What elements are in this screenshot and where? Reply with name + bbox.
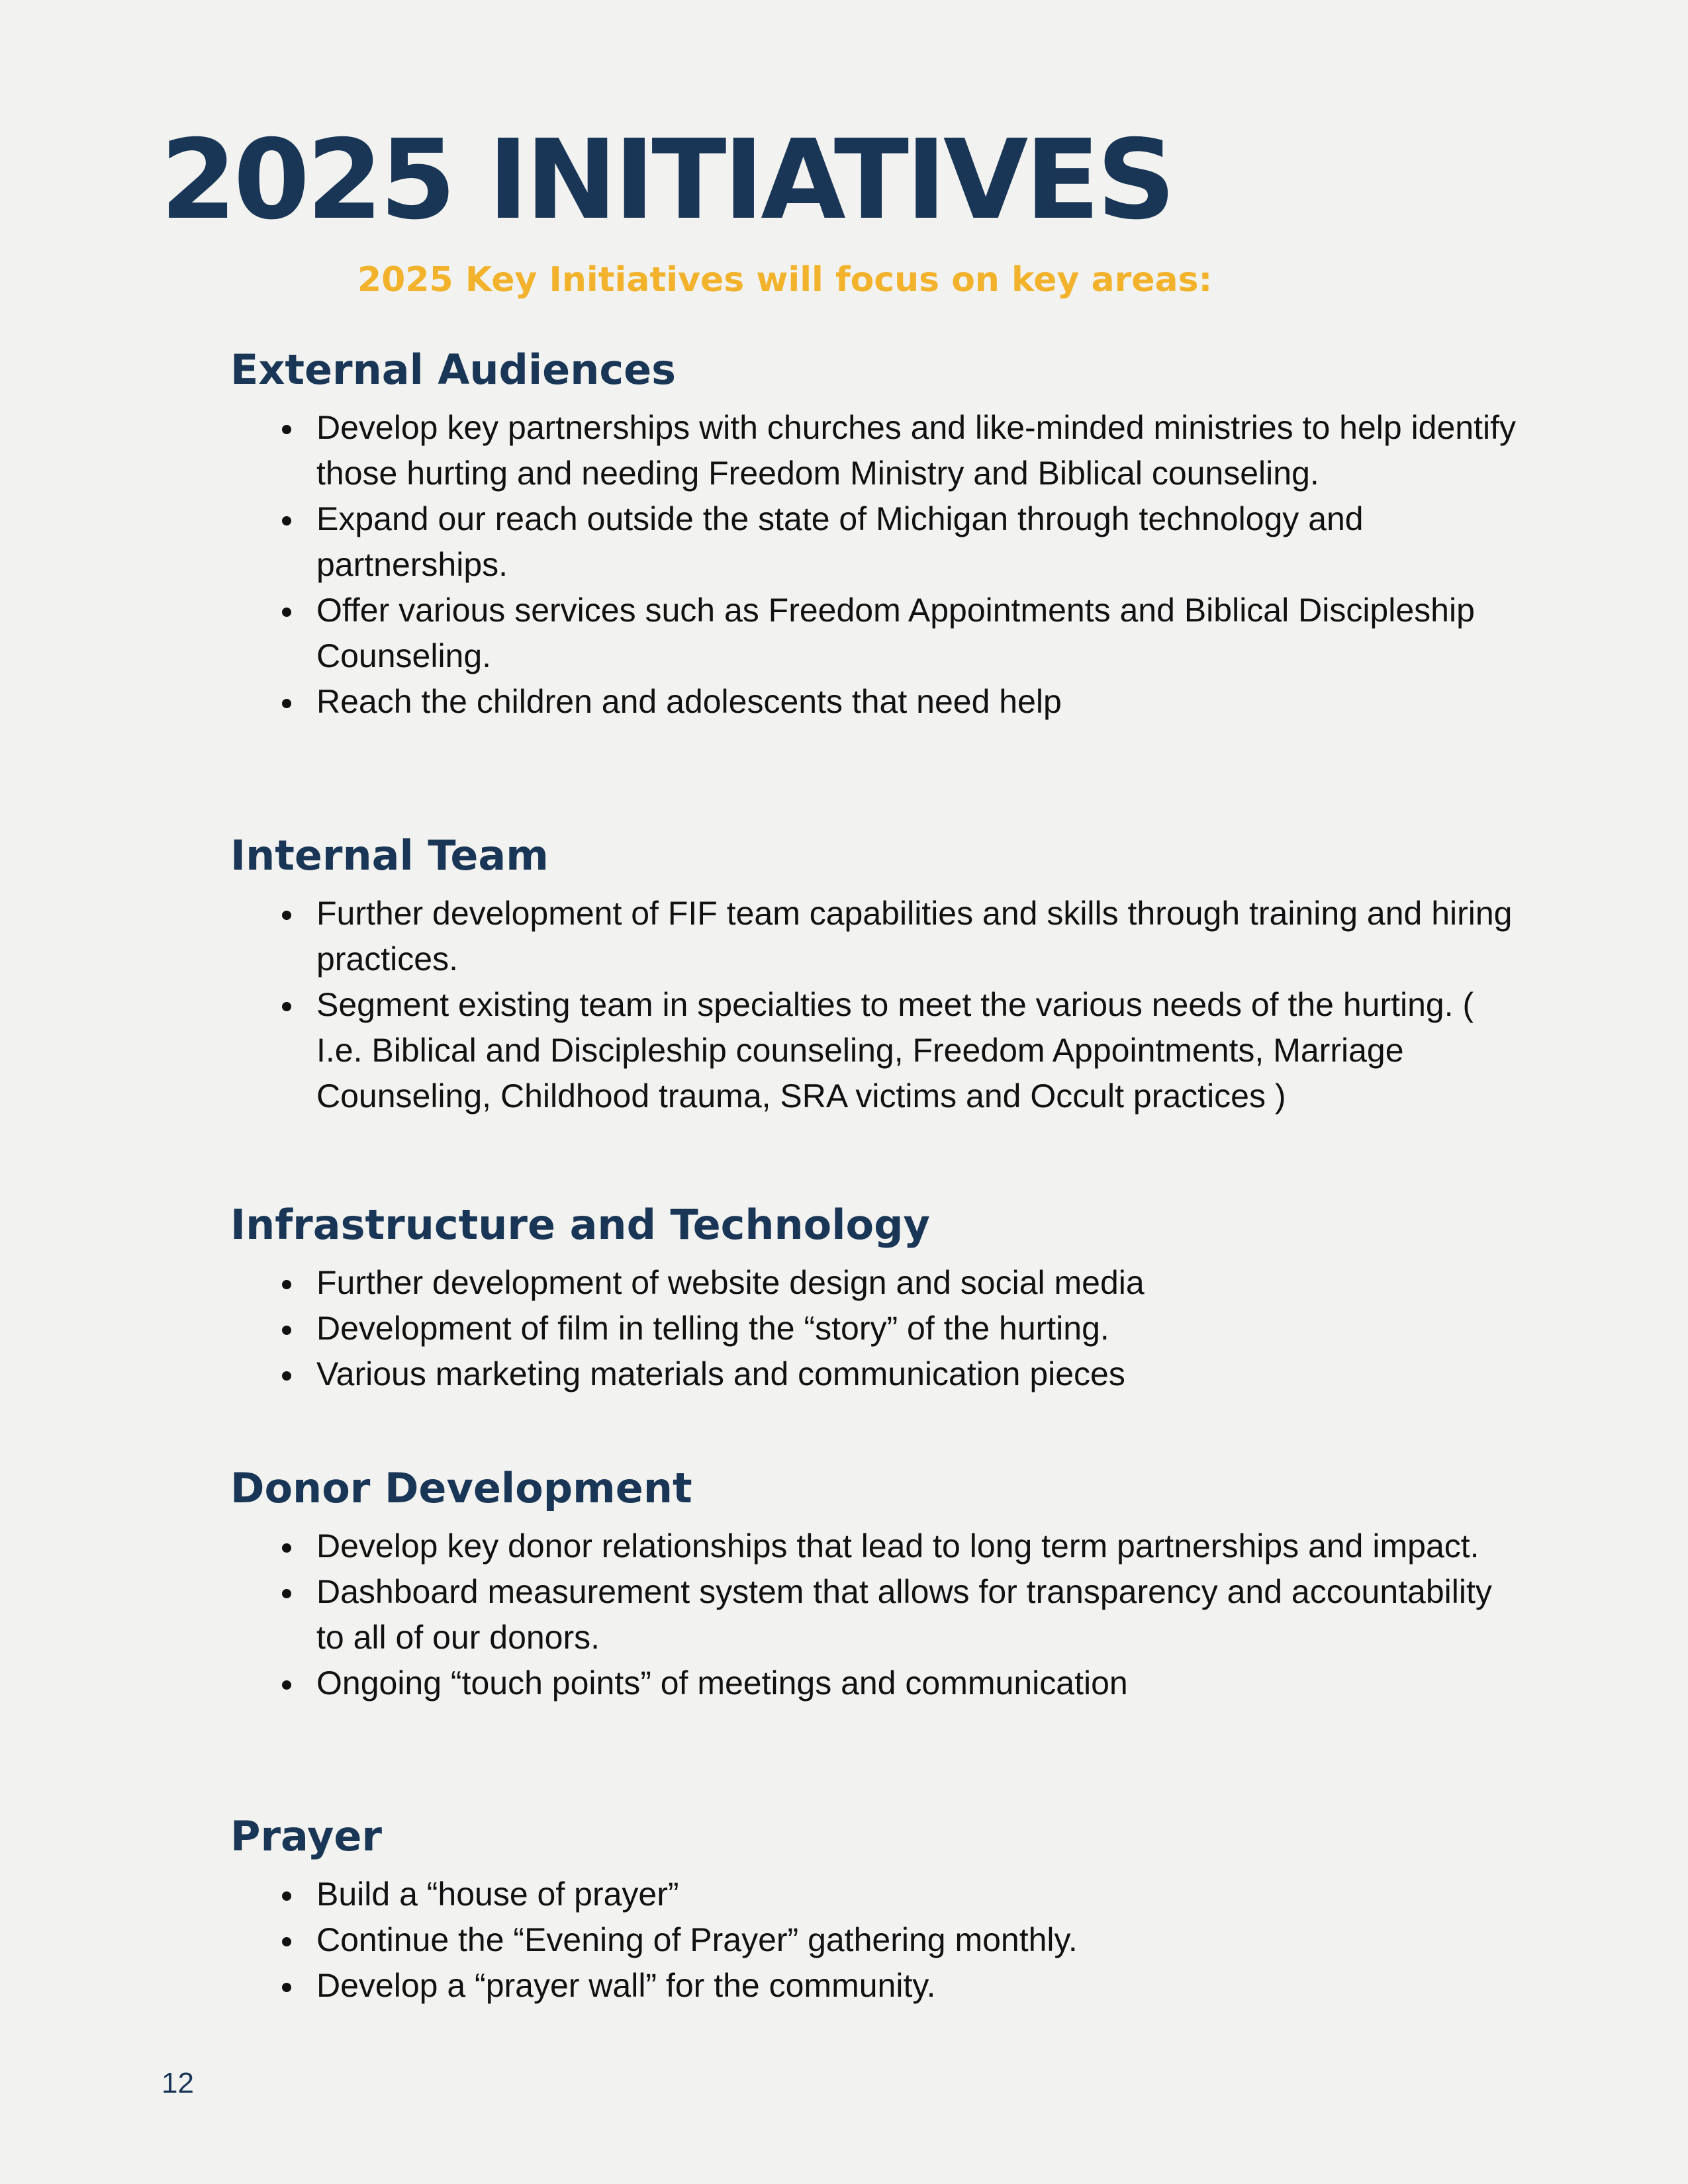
- list-item: [230, 1872, 1528, 1917]
- list-item: [230, 1351, 1528, 1397]
- bullet-list: [230, 1872, 1528, 2009]
- list-item-text: Reach the children and adolescents that need help: [316, 683, 1062, 720]
- list-item: [230, 1661, 1528, 1706]
- page-number: 12: [162, 2067, 194, 2099]
- bullet-icon: [282, 699, 291, 708]
- list-item: [230, 1917, 1528, 1963]
- bullet-icon: [282, 1983, 291, 1992]
- list-item-text: Offer various services such as Freedom Appointments and Biblical Discipleship Counseling.: [316, 592, 1475, 674]
- section-internal-team: [230, 831, 1528, 1119]
- bullet-list: [230, 1524, 1528, 1706]
- list-item: [230, 1524, 1528, 1569]
- section-infrastructure-technology: [230, 1201, 1528, 1397]
- list-item: [230, 1569, 1528, 1661]
- list-item: [230, 1260, 1528, 1306]
- bullet-list: [230, 1260, 1528, 1397]
- bullet-list: [230, 405, 1528, 725]
- list-item: [230, 1963, 1528, 2009]
- bullet-icon: [282, 1002, 291, 1011]
- bullet-icon: [282, 1937, 291, 1946]
- list-item: [230, 1306, 1528, 1351]
- section-heading: Prayer: [230, 1812, 382, 1860]
- list-item-text: Dashboard measurement system that allows for transparency and accountability to all of our donors.: [316, 1573, 1492, 1656]
- bullet-icon: [282, 1280, 291, 1289]
- list-item: [230, 891, 1528, 982]
- bullet-icon: [282, 911, 291, 920]
- bullet-icon: [282, 425, 291, 434]
- bullet-icon: [282, 608, 291, 617]
- bullet-icon: [282, 1589, 291, 1598]
- list-item-text: Expand our reach outside the state of Michigan through technology and partnerships.: [316, 500, 1364, 583]
- section-heading: External Audiences: [230, 345, 677, 394]
- section-external-audiences: [230, 345, 1528, 725]
- list-item: [230, 496, 1528, 588]
- bullet-icon: [282, 1326, 291, 1335]
- bullet-icon: [282, 1543, 291, 1553]
- section-donor-development: [230, 1464, 1528, 1706]
- bullet-icon: [282, 1891, 291, 1901]
- section-heading: Donor Development: [230, 1464, 692, 1512]
- list-item-text: Continue the “Evening of Prayer” gathering monthly.: [316, 1921, 1078, 1958]
- list-item-text: Segment existing team in specialties to meet the various needs of the hurting. ( I.e. Biblical and Discipleship counseling, Freedom Appointments, Marriage Counseling, Childhood trauma, SRA victims and Occult practices ): [316, 986, 1474, 1115]
- list-item-text: Develop key partnerships with churches and like-minded ministries to help identify those hurting and needing Freedom Ministry and Biblical counseling.: [316, 409, 1516, 492]
- section-prayer: [230, 1812, 1528, 2009]
- list-item-text: Further development of FIF team capabilities and skills through training and hiring practices.: [316, 895, 1513, 978]
- list-item-text: Ongoing “touch points” of meetings and communication: [316, 1664, 1128, 1702]
- bullet-list: [230, 891, 1528, 1119]
- list-item-text: Further development of website design and social media: [316, 1264, 1145, 1301]
- section-heading: Infrastructure and Technology: [230, 1201, 930, 1249]
- list-item: [230, 679, 1528, 725]
- section-heading: Internal Team: [230, 831, 549, 880]
- page-title: 2025 INITIATIVES: [160, 116, 1173, 244]
- page-subtitle: 2025 Key Initiatives will focus on key areas:: [357, 260, 1213, 300]
- list-item: [230, 588, 1528, 679]
- list-item: [230, 405, 1528, 496]
- bullet-icon: [282, 1371, 291, 1381]
- list-item-text: Develop a “prayer wall” for the community.: [316, 1967, 936, 2004]
- bullet-icon: [282, 516, 291, 525]
- list-item: [230, 982, 1528, 1119]
- list-item-text: Various marketing materials and communication pieces: [316, 1355, 1125, 1392]
- list-item-text: Development of film in telling the “story” of the hurting.: [316, 1310, 1109, 1347]
- bullet-icon: [282, 1680, 291, 1690]
- list-item-text: Build a “house of prayer”: [316, 1876, 679, 1913]
- list-item-text: Develop key donor relationships that lead to long term partnerships and impact.: [316, 1527, 1479, 1565]
